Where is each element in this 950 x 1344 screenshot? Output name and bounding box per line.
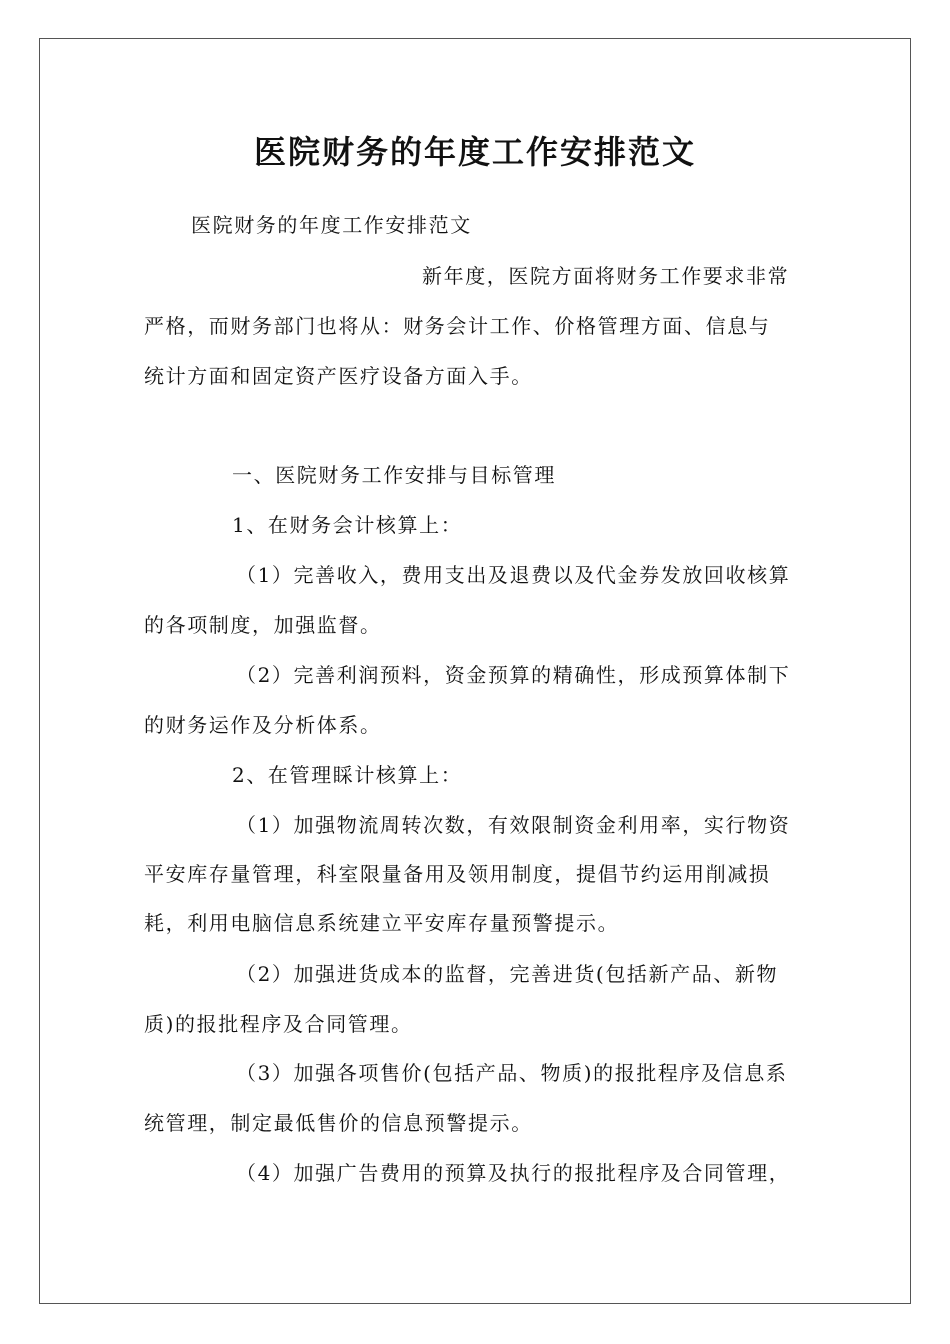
body-line: （1）加强物流周转次数，有效限制资金利用率，实行物资 (236, 813, 791, 837)
subsection-heading: 2、在管理睬计核算上： (232, 763, 463, 787)
body-line: 的财务运作及分析体系。 (144, 713, 382, 737)
document-title: 医院财务的年度工作安排范文 (253, 133, 696, 171)
body-line: 的各项制度，加强监督。 (144, 613, 382, 637)
body-line: 严格，而财务部门也将从：财务会计工作、价格管理方面、信息与 (144, 314, 771, 338)
body-line: （3）加强各项售价(包括产品、物质)的报批程序及信息系 (236, 1061, 788, 1085)
body-line: 耗，利用电脑信息系统建立平安库存量预警提示。 (144, 911, 620, 935)
subtitle-line: 医院财务的年度工作安排范文 (191, 213, 472, 237)
body-line: 统计方面和固定资产医疗设备方面入手。 (144, 364, 533, 388)
body-line: （4）加强广告费用的预算及执行的报批程序及合同管理， (236, 1161, 791, 1185)
body-line: （1）完善收入，费用支出及退费以及代金券发放回收核算 (236, 563, 791, 587)
section-heading: 一、医院财务工作安排与目标管理 (232, 463, 556, 487)
body-line: （2）完善利润预料，资金预算的精确性，形成预算体制下 (236, 663, 791, 687)
body-line: （2）加强进货成本的监督，完善进货(包括新产品、新物 (236, 962, 779, 986)
body-line: 统管理，制定最低售价的信息预警提示。 (144, 1111, 533, 1135)
body-line: 质)的报批程序及合同管理。 (144, 1012, 413, 1036)
subsection-heading: 1、在财务会计核算上： (232, 513, 463, 537)
body-line: 新年度，医院方面将财务工作要求非常 (422, 264, 790, 288)
body-line: 平安库存量管理，科室限量备用及领用制度，提倡节约运用削减损 (144, 862, 771, 886)
